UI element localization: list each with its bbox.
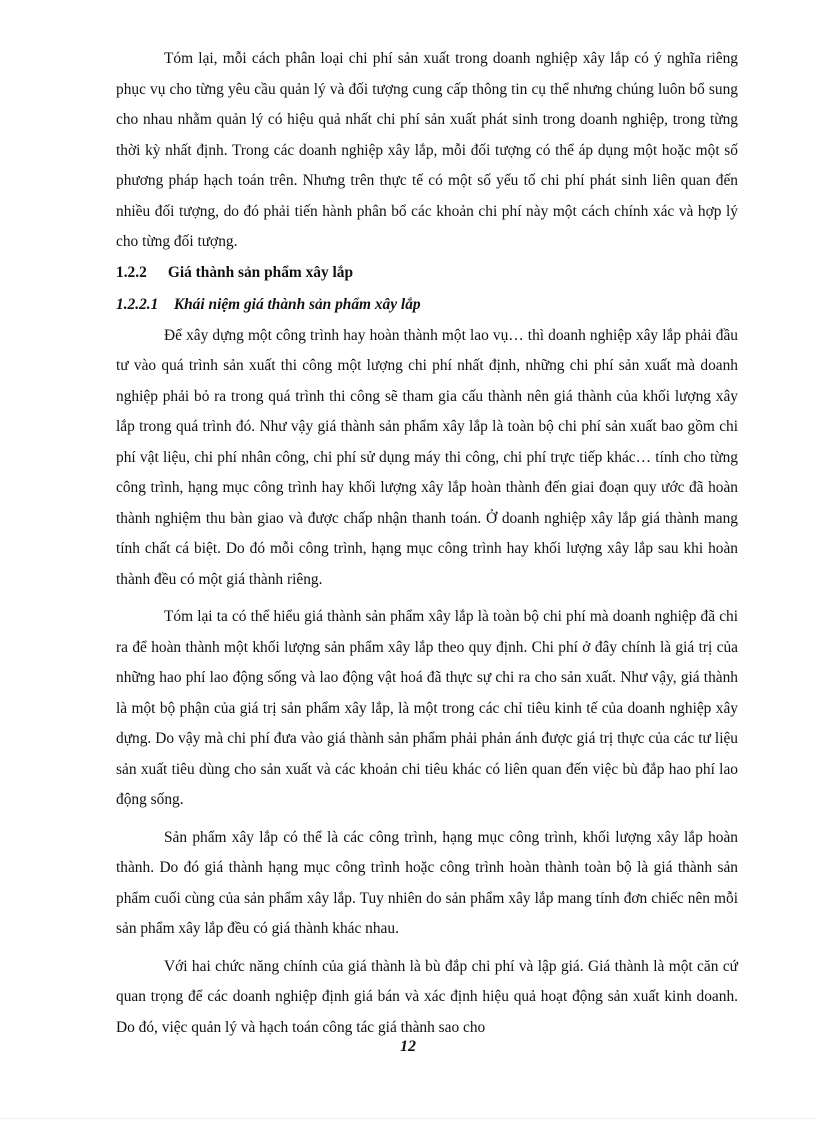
intro-paragraph: Tóm lại, mỗi cách phân loại chi phí sản xuất trong doanh nghiệp xây lắp có ý nghĩa riêng phục vụ cho từng yêu cầu quản lý và đối tượng cung cấp thông tin cụ thể nhưng chúng luôn bổ sung cho nhau nhằm quản lý có hiệu quả nhất chi phí sản xuất phát sinh trong doanh nghiệp, trong từng thời kỳ nhất định. Trong các doanh nghiệp xây lắp, mỗi đối tượng có thể áp dụng một hoặc một số phương pháp hạch toán trên. Nhưng trên thực tế có một số yếu tố chi phí phát sinh liên quan đến nhiều đối tượng, do đó phải tiến hành phân bổ các khoản chi phí này một cách chính xác và hợp lý cho từng đối tượng.: [116, 50, 738, 250]
section-number: 1.2.2: [116, 263, 147, 281]
body-paragraph: Với hai chức năng chính của giá thành là bù đắp chi phí và lập giá. Giá thành là một căn cứ quan trọng để các doanh nghiệp định giá bán và xác định hiệu quả hoạt động sản xuất kinh doanh. Do đó, việc quản lý và hạch toán công tác giá thành sao cho: [116, 957, 738, 1036]
body-paragraph: Sản phẩm xây lắp có thể là các công trình, hạng mục công trình, khối lượng xây lắp hoàn thành. Do đó giá thành hạng mục công trình hoặc công trình hoàn thành toàn bộ là giá thành sản phẩm cuối cùng của sản phẩm xây lắp. Tuy nhiên do sản phẩm xây lắp mang tính đơn chiếc nên mỗi sản phẩm xây lắp đều có giá thành khác nhau.: [116, 828, 738, 937]
section-heading: [116, 258, 738, 289]
subsection-number: 1.2.2.1: [116, 296, 159, 313]
page-content: [116, 44, 738, 1043]
body-paragraph: Tóm lại ta có thể hiểu giá thành sản phẩm xây lắp là toàn bộ chi phí mà doanh nghiệp đã chi ra để hoàn thành một khối lượng sản phẩm xây lắp theo quy định. Chi phí ở đây chính là giá trị của những hao phí lao động sống và lao động vật hoá đã thực sự chi ra cho sản xuất. Như vậy, giá thành là một bộ phận của giá trị sản phẩm xây lắp, là một trong các chỉ tiêu kinh tế của doanh nghiệp xây dựng. Do vậy mà chi phí đưa vào giá thành sản phẩm phải phản ánh được giá trị thực của các tư liệu sản xuất tiêu dùng cho sản xuất và các khoản chi tiêu khác có liên quan đến việc bù đắp hao phí lao động sống.: [116, 608, 738, 808]
section-title: Giá thành sản phẩm xây lắp: [167, 263, 354, 281]
body-paragraph: Để xây dựng một công trình hay hoàn thành một lao vụ… thì doanh nghiệp xây lắp phải đầu tư vào quá trình sản xuất thi công một lượng chi phí nhất định, những chi phí sản xuất mà doanh nghiệp phải bỏ ra trong quá trình thi công sẽ tham gia cấu thành nên giá thành của khối lượng xây lắp trong quá trình đó. Như vậy giá thành sản phẩm xây lắp là toàn bộ chi phí sản xuất bao gồm chi phí vật liệu, chi phí nhân công, chi phí sử dụng máy thi công, chi phí trực tiếp khác… tính cho từng công trình, hạng mục công trình hay khối lượng xây lắp hoàn thành đến giai đoạn quy ước đã hoàn thành nghiệm thu bàn giao và được chấp nhận thanh toán. Ở doanh nghiệp xây lắp giá thành mang tính chất cá biệt. Do đó mỗi công trình, hạng mục công trình hay khối lượng xây lắp sau khi hoàn thành đều có một giá thành riêng.: [116, 326, 738, 588]
page-number: 12: [400, 1038, 416, 1055]
subsection-heading: [116, 290, 738, 321]
subsection-title: Khái niệm giá thành sản phẩm xây lắp: [173, 296, 421, 313]
page-bottom-edge: [0, 1118, 816, 1119]
